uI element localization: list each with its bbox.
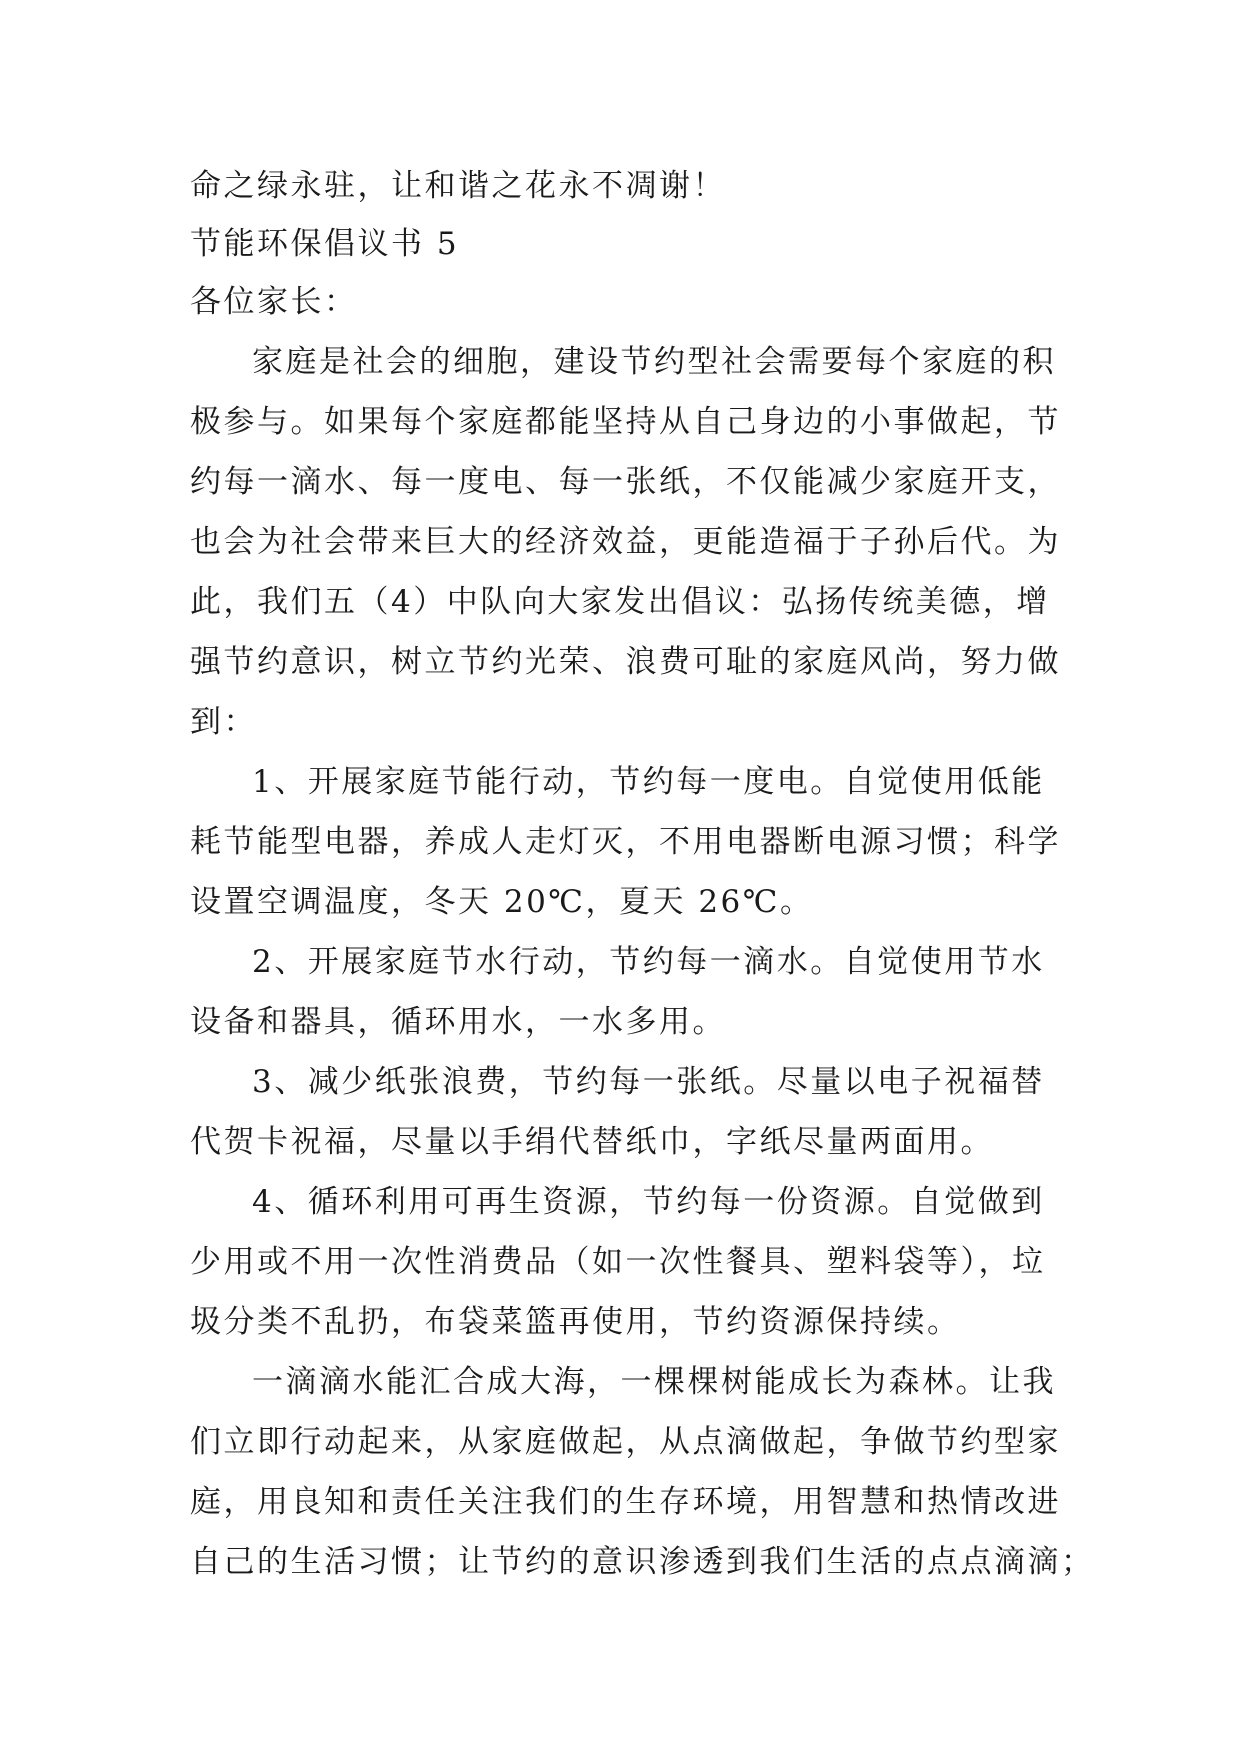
text-line: 约每一滴水、每一度电、每一张纸，不仅能减少家庭开支， [190, 464, 1061, 500]
list-item-line: 少用或不用一次性消费品（如一次性餐具、塑料袋等），垃 [190, 1244, 1046, 1280]
text-line: 强节约意识，树立节约光荣、浪费可耻的家庭风尚，努力做 [190, 644, 1061, 680]
list-item-line: 1、开展家庭节能行动，节约每一度电。自觉使用低能 [252, 764, 1045, 800]
text-line: 极参与。如果每个家庭都能坚持从自己身边的小事做起，节 [190, 404, 1061, 440]
text-line: 庭，用良知和责任关注我们的生存环境，用智慧和热情改进 [190, 1484, 1061, 1520]
list-item-line: 2、开展家庭节水行动，节约每一滴水。自觉使用节水 [252, 944, 1045, 980]
text-line: 自己的生活习惯；让节约的意识渗透到我们生活的点点滴滴； [190, 1544, 1095, 1580]
list-item-line: 设备和器具，循环用水，一水多用。 [190, 1004, 726, 1040]
list-item-line: 4、循环利用可再生资源，节约每一份资源。自觉做到 [252, 1184, 1045, 1220]
section-title: 节能环保倡议书 5 [190, 226, 460, 262]
text-line: 此，我们五（4）中队向大家发出倡议：弘扬传统美德，增 [190, 584, 1050, 620]
text-line: 家庭是社会的细胞，建设节约型社会需要每个家庭的积 [252, 344, 1056, 380]
salutation: 各位家长： [190, 284, 358, 320]
text-line: 也会为社会带来巨大的经济效益，更能造福于子孙后代。为 [190, 524, 1061, 560]
list-item-line: 圾分类不乱扔，布袋菜篮再使用，节约资源保持续。 [190, 1304, 961, 1340]
list-item-line: 代贺卡祝福，尽量以手绢代替纸巾，字纸尽量两面用。 [190, 1124, 994, 1160]
list-item-line: 3、减少纸张浪费，节约每一张纸。尽量以电子祝福替 [252, 1064, 1045, 1100]
text-line: 命之绿永驻，让和谐之花永不凋谢！ [190, 168, 726, 204]
text-line: 一滴滴水能汇合成大海，一棵棵树能成长为森林。让我 [252, 1364, 1056, 1400]
text-line: 们立即行动起来，从家庭做起，从点滴做起，争做节约型家 [190, 1424, 1061, 1460]
text-line: 到： [190, 704, 257, 740]
list-item-line: 设置空调温度，冬天 20℃，夏天 26℃。 [190, 884, 814, 920]
list-item-line: 耗节能型电器，养成人走灯灭，不用电器断电源习惯；科学 [190, 824, 1061, 860]
